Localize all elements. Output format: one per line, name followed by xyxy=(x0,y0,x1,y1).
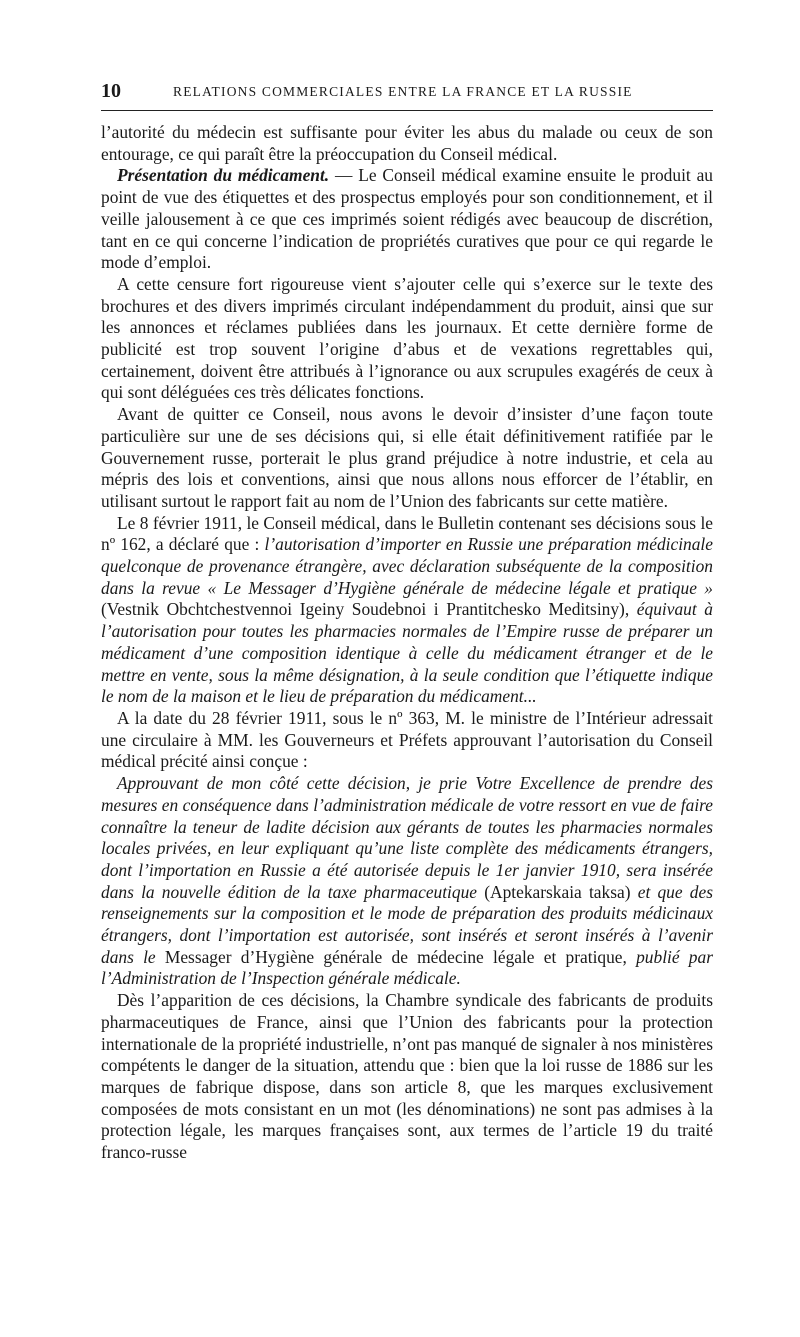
paragraph-text: (Vestnik Obchtchestvennoi Igeiny Soudebnoi i Prantitchesko Meditsiny), xyxy=(101,599,637,620)
paragraph-text: l’autorité du médecin est suffisante pour éviter les abus du malade ou ceux de son entourage, ce qui paraît être la préoccupation du Conseil médical. xyxy=(101,122,713,164)
paragraph-text: Le 8 février 1911, le Conseil médical, dans le Bulletin contenant ses décisions sous le nº 162, a déclaré que : xyxy=(101,512,713,555)
paragraph-5 xyxy=(101,513,713,708)
paragraph-text: A cette censure fort rigoureuse vient s’ajouter celle qui s’exerce sur le texte des brochures et des divers imprimés circulant indépendamment du produit, ainsi que sur les annonces et réclames publiées dans les journaux. Et cette dernière forme de publicité est trop souvent l’origine d’abus et de vexations regrettables qui, certainement, doivent être attribués à l’ignorance ou aux scrupules exagérés de ceux à qui sont déléguées ces très délicates fonctions. xyxy=(101,273,713,403)
quoted-circular: et que des renseignements sur la composition et le mode de préparation des produits médicinaux étrangers, dont l’importation est autorisée, sont insérés et seront insérés à l’avenir dans le xyxy=(101,881,713,967)
paragraph-text: (Aptekarskaia taksa) xyxy=(477,881,638,902)
header-rule xyxy=(101,110,713,111)
paragraph-2 xyxy=(101,165,713,274)
paragraph-text: Dès l’apparition de ces décisions, la Chambre syndicale des fabricants de produits pharmaceutiques de France, ainsi que l’Union des fabricants pour la protection internationale de la propriété industrielle, n’ont pas manqué de signaler à nos ministères compétents le danger de la situation, attendu que : bien que la loi russe de 1886 sur les marques de fabrique dispose, dans son article 8, que les marques exclusivement composées de mots consistant en un mot (les dénominations) ne sont pas admises à la protection légale, les marques françaises sont, aux termes de l’article 19 du traité franco-russe xyxy=(101,990,713,1163)
body-text xyxy=(101,122,713,1164)
paragraph-3 xyxy=(101,274,713,404)
section-heading: Présentation du médicament. xyxy=(117,165,330,186)
paragraph-1 xyxy=(101,122,713,165)
page-number: 10 xyxy=(101,80,121,102)
paragraph-text: — Le Conseil médical examine ensuite le produit au point de vue des étiquettes et des prospectus employés pour son conditionnement, et il veille jalousement à ce que ces imprimés soient rédigés avec beaucoup de discrétion, tant en ce qui concerne l’indication de propriétés curatives que pour ce qui regarde le mode d’emploi. xyxy=(101,165,713,273)
quoted-decision: équivaut à l’autorisation pour toutes les pharmacies normales de l’Empire russe de préparer un médicament d’une composition identique à celle du médicament étranger et de le mettre en vente, sous la même désignation, à la seule condition que l’étiquette indique le nom de la maison et le lieu de préparation du médicament... xyxy=(101,599,713,707)
quoted-circular: Approuvant de mon côté cette décision, je prie Votre Excellence de prendre des mesures en conséquence dans l’administration médicale de votre ressort en vue de faire connaître la teneur de ladite décision aux gérants de toutes les pharmacies normales locales privées, en leur expliquant qu’une liste complète des médicaments étrangers, dont l’importation en Russie a été autorisée depuis le 1er janvier 1910, sera insérée dans la nouvelle édition de la taxe pharmaceutique xyxy=(101,773,713,902)
paragraph-8 xyxy=(101,990,713,1164)
quoted-decision: l’autorisation d’importer en Russie une préparation médicinale quelconque de provenance étrangère, avec déclaration subséquente de la composition dans la revue « Le Messager d’Hygiène générale de médecine légale et pratique » xyxy=(101,534,713,598)
running-title: RELATIONS COMMERCIALES ENTRE LA FRANCE ET LA RUSSIE xyxy=(173,84,633,99)
quoted-circular: publié par l’Administration de l’Inspection générale médicale. xyxy=(101,946,713,989)
paragraph-text: Avant de quitter ce Conseil, nous avons le devoir d’insister d’une façon toute particulière sur une de ses décisions qui, si elle était définitivement ratifiée par le Gouvernement russe, porterait le plus grand préjudice à notre industrie, et cela au mépris des lois et conventions, ainsi que nous allons nous efforcer de l’établir, en utilisant surtout le rapport fait au nom de l’Union des fabricants sur cette matière. xyxy=(101,404,713,511)
paragraph-7 xyxy=(101,773,713,990)
page-header xyxy=(101,80,713,102)
paragraph-4 xyxy=(101,404,713,513)
paragraph-6 xyxy=(101,708,713,773)
paragraph-text: A la date du 28 février 1911, sous le nº 363, M. le ministre de l’Intérieur adressait une circulaire à MM. les Gouverneurs et Préfets approuvant l’autorisation du Conseil médical précité ainsi conçue : xyxy=(101,707,713,772)
paragraph-text: Messager d’Hygiène générale de médecine légale et pratique, xyxy=(155,946,637,967)
